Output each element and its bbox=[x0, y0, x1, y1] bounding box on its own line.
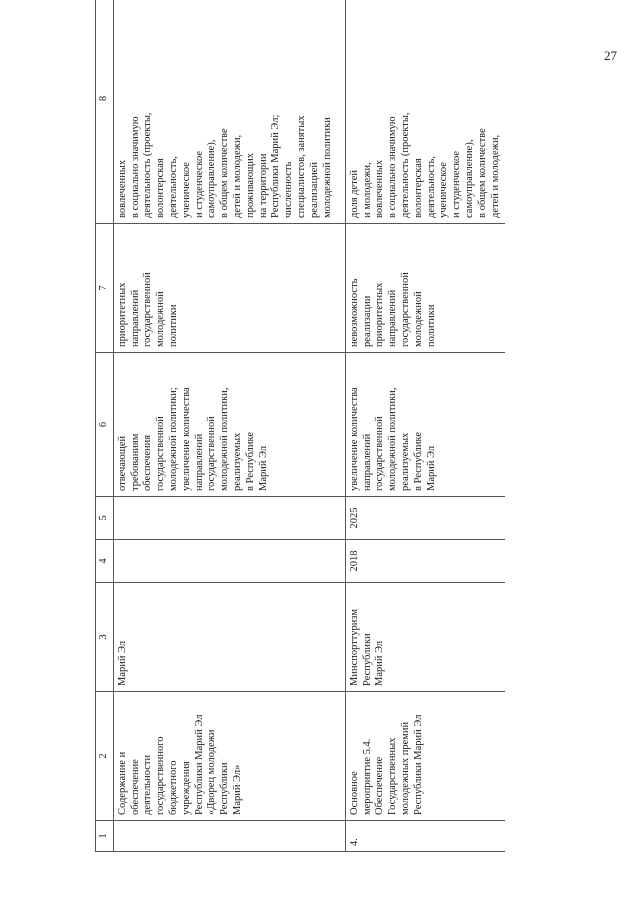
cell-line: деятельность (проекты, bbox=[142, 112, 154, 218]
cell-line: увеличение количества bbox=[180, 387, 192, 491]
cell-line: в социально значимую bbox=[387, 116, 399, 218]
cell-line: волонтерская bbox=[412, 158, 424, 218]
cell-line: молодежных премий bbox=[399, 721, 411, 815]
cell-line: в общем количестве bbox=[476, 128, 488, 218]
row1-num bbox=[113, 821, 345, 852]
cell-line: приоритетных bbox=[374, 282, 386, 347]
cell-line: Марий Эл» bbox=[231, 764, 243, 815]
cell-line: требованиям bbox=[129, 433, 141, 491]
row2-col4: 2018 bbox=[345, 540, 505, 583]
row1-col6 bbox=[113, 353, 345, 497]
row2-col2 bbox=[345, 692, 505, 821]
cell-line: молодежной политики; bbox=[167, 387, 179, 491]
cell-line: молодежной bbox=[155, 291, 167, 347]
cell-line: реализуемых bbox=[399, 432, 411, 491]
cell-line: реализуемых bbox=[231, 432, 243, 491]
cell-line: направлений bbox=[193, 433, 205, 491]
cell-line: обеспечение bbox=[129, 759, 141, 815]
cell-line: государственной bbox=[374, 416, 386, 491]
cell-line: невозможность bbox=[348, 278, 360, 347]
cell-line: государственной bbox=[399, 272, 411, 347]
cell-line: и студенческое bbox=[451, 150, 463, 218]
cell-line: обеспечения bbox=[142, 434, 154, 491]
cell-line: Марий Эл bbox=[425, 445, 437, 491]
cell-line: вовлеченных bbox=[116, 159, 128, 218]
row1-col5 bbox=[113, 497, 345, 540]
row1-col2 bbox=[113, 692, 345, 821]
cell-line: Республики Марий Эл; bbox=[270, 114, 282, 218]
cell-line: ученическое bbox=[438, 162, 450, 218]
cell-line: мероприятие 5.4. bbox=[361, 738, 373, 815]
row1-col7 bbox=[113, 224, 345, 353]
cell-line: и молодежи, bbox=[361, 162, 373, 218]
header-col-1: 1 bbox=[96, 821, 114, 852]
cell-line: Марий Эл bbox=[116, 640, 128, 686]
cell-line: волонтерская bbox=[155, 158, 167, 218]
cell-line: бюджетного bbox=[167, 760, 179, 815]
cell-line: и студенческое bbox=[193, 150, 205, 218]
header-col-5: 5 bbox=[96, 497, 114, 540]
header-col-7: 7 bbox=[96, 224, 114, 353]
cell-line: государственной bbox=[155, 416, 167, 491]
cell-line: реализации bbox=[361, 295, 373, 347]
cell-line: Республики Марий Эл bbox=[193, 714, 205, 815]
cell-line: отвечающей bbox=[116, 435, 128, 491]
cell-line: Обеспечение bbox=[374, 756, 386, 815]
row1-col3 bbox=[113, 583, 345, 692]
rotated-table-wrapper bbox=[95, 46, 543, 852]
cell-line: в социально значимую bbox=[129, 116, 141, 218]
cell-line: Минспорттуризм bbox=[348, 608, 360, 686]
table-header-row bbox=[96, 0, 114, 852]
cell-line: направлений bbox=[129, 289, 141, 347]
table-row bbox=[113, 0, 345, 852]
cell-line: проживающих bbox=[244, 152, 256, 218]
header-col-8: 8 bbox=[96, 0, 114, 224]
cell-line: государственного bbox=[155, 736, 167, 815]
cell-line: самоуправление), bbox=[463, 139, 475, 218]
cell-line: самоуправление), bbox=[206, 139, 218, 218]
cell-line: Содержание и bbox=[116, 751, 128, 815]
cell-line: деятельность (проекты, bbox=[399, 112, 411, 218]
cell-line: детей и молодежи, bbox=[231, 134, 243, 218]
cell-line: политики bbox=[167, 304, 179, 347]
cell-line: увеличение количества bbox=[348, 387, 360, 491]
cell-line: в Республике bbox=[244, 431, 256, 491]
cell-line: государственной bbox=[142, 272, 154, 347]
page-number: 27 bbox=[604, 48, 617, 63]
cell-line: в общем количестве bbox=[219, 128, 231, 218]
header-col-2: 2 bbox=[96, 692, 114, 821]
row1-col4 bbox=[113, 540, 345, 583]
cell-line: численность bbox=[283, 161, 295, 218]
cell-line: молодежной политики, bbox=[387, 387, 399, 491]
cell-line: государственной bbox=[206, 416, 218, 491]
row1-col8 bbox=[113, 0, 345, 224]
cell-line: деятельность, bbox=[425, 156, 437, 218]
row2-col8 bbox=[345, 0, 505, 224]
cell-line: политики bbox=[425, 304, 437, 347]
header-col-3: 3 bbox=[96, 583, 114, 692]
row2-col7 bbox=[345, 224, 505, 353]
cell-line: Марий Эл bbox=[374, 640, 386, 686]
cell-line: ученическое bbox=[180, 162, 192, 218]
row2-col5: 2025 bbox=[345, 497, 505, 540]
cell-line: реализацией bbox=[308, 162, 320, 218]
cell-line: доля детей bbox=[348, 169, 360, 218]
row2-col6 bbox=[345, 353, 505, 497]
cell-line: молодежной bbox=[412, 291, 424, 347]
cell-line: учреждения bbox=[180, 761, 192, 815]
cell-line: молодежной политики bbox=[321, 117, 333, 218]
cell-line: Государственных bbox=[387, 737, 399, 815]
cell-line: Марий Эл bbox=[257, 445, 269, 491]
program-table bbox=[95, 0, 505, 852]
cell-line: Республики bbox=[361, 633, 373, 686]
cell-line: «Дворец молодежи bbox=[206, 729, 218, 815]
cell-line: на территории bbox=[257, 153, 269, 218]
cell-line: направлений bbox=[361, 433, 373, 491]
header-col-6: 6 bbox=[96, 353, 114, 497]
cell-line: направлений bbox=[387, 289, 399, 347]
cell-line: приоритетных bbox=[116, 282, 128, 347]
cell-line: деятельность, bbox=[167, 156, 179, 218]
table-row bbox=[345, 0, 505, 852]
cell-line: детей и молодежи, bbox=[489, 134, 501, 218]
header-col-4: 4 bbox=[96, 540, 114, 583]
cell-line: Республики Марий Эл bbox=[412, 714, 424, 815]
cell-line: Республики bbox=[219, 762, 231, 815]
row2-num: 4. bbox=[345, 821, 505, 852]
cell-line: в Республике bbox=[412, 431, 424, 491]
cell-line: специалистов, занятых bbox=[295, 115, 307, 218]
cell-line: молодежной политики, bbox=[219, 387, 231, 491]
cell-line: Основное bbox=[348, 771, 360, 815]
cell-line: деятельности bbox=[142, 754, 154, 815]
cell-line: вовлеченных bbox=[374, 159, 386, 218]
row2-col3 bbox=[345, 583, 505, 692]
